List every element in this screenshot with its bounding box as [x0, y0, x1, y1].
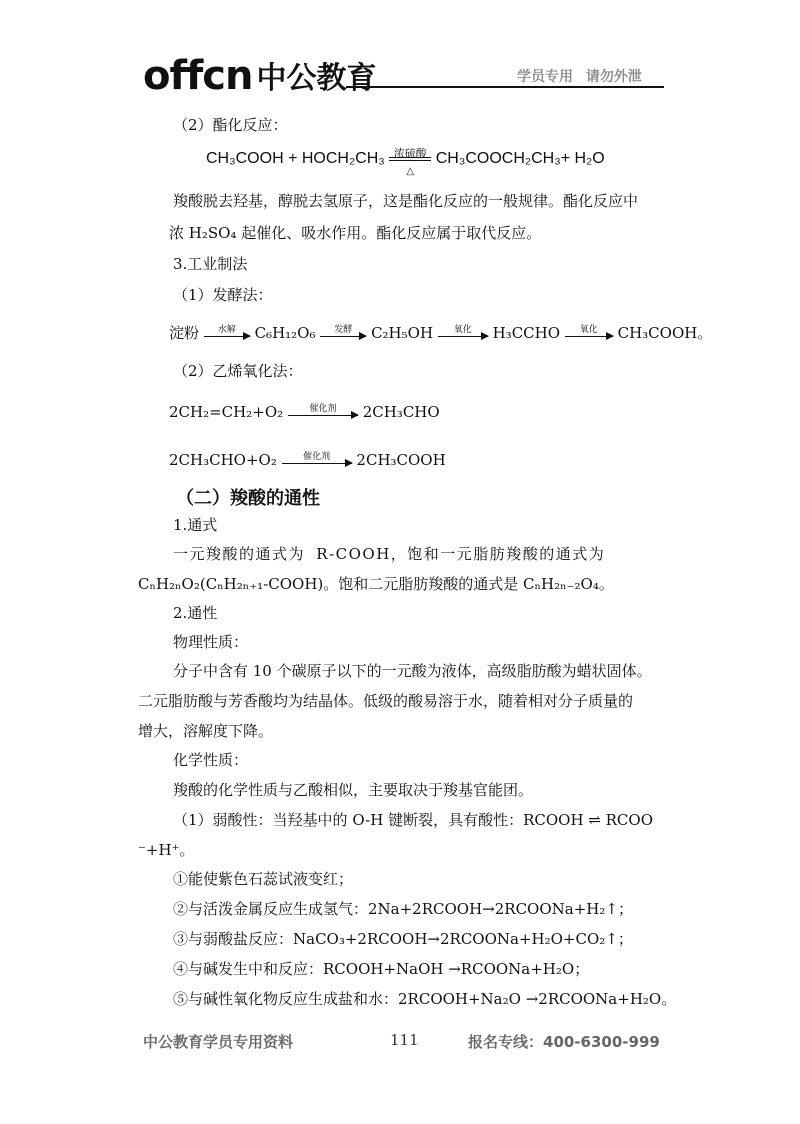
- paragraph-line: 浓 H₂SO₄ 起催化、吸水作用。酯化反应属于取代反应。: [169, 224, 542, 242]
- section-title: （二）羧酸的通性: [176, 488, 320, 509]
- list-item: ①能使紫色石蕊试液变红；: [173, 870, 354, 888]
- product: 2CH₃CHO: [362, 403, 440, 421]
- arrow-label: 发酵: [334, 324, 353, 335]
- route-arrow: [204, 324, 250, 337]
- eq1-arrow: [389, 147, 431, 177]
- subheading: （2）乙烯氧化法：: [173, 362, 303, 380]
- route-compound: CH₃COOH。: [617, 324, 713, 342]
- paragraph-line: 羧酸脱去羟基，醇脱去氢原子，这是酯化反应的一般规律。酯化反应中: [173, 192, 639, 210]
- route-arrow: [565, 324, 613, 337]
- eq1-left: CH₃COOH + HOCH₂CH₃: [206, 150, 385, 167]
- logo-cn: 中公教育: [256, 61, 377, 96]
- paragraph-line: （1）弱酸性：当羟基中的 O-H 键断裂，具有酸性：RCOOH ⇌ RCOO: [173, 811, 653, 829]
- paragraph-line: CₙH₂ₙO₂(CₙH₂ₙ₊₁-COOH)。饱和二元脂肪羧酸的通式是 CₙH₂ₙ₋₂O₄。: [138, 575, 614, 593]
- logo: [143, 40, 377, 99]
- paragraph-line: 二元脂肪酸与芳香酸均为结晶体。低级的酸易溶于水，随着相对分子质量的: [138, 692, 634, 710]
- catalyst-label: 催化剂: [303, 451, 331, 462]
- list-item: ⑤与碱性氧化物反应生成盐和水：2RCOOH+Na₂O →2RCOONa+H₂O。: [173, 990, 677, 1008]
- eq1-condition-top: 浓硫酸: [393, 147, 427, 160]
- subheading: （1）发酵法：: [173, 286, 273, 304]
- fermentation-route: [169, 322, 712, 344]
- header-rule: [346, 86, 664, 88]
- subheading: 化学性质：: [173, 751, 249, 769]
- route-arrow: [438, 324, 488, 337]
- list-item: ③与弱酸盐反应：NaCO₃+2RCOOH→2RCOONa+H₂O+CO₂↑；: [173, 930, 633, 948]
- paragraph-line: 一元羧酸的通式为 R-COOH，饱和一元脂肪羧酸的通式为: [173, 545, 606, 563]
- arrow-label: 氧化: [579, 324, 598, 335]
- eq1-condition-bottom: △: [406, 165, 415, 177]
- list-item: ②与活泼金属反应生成氢气：2Na+2RCOOH→2RCOONa+H₂↑；: [173, 900, 633, 918]
- arrow-label: 氧化: [453, 324, 472, 335]
- arrow-label: 水解: [217, 324, 236, 335]
- section-heading: 1.通式: [173, 516, 218, 534]
- route-compound: C₂H₅OH: [371, 324, 434, 342]
- route-arrow: [320, 324, 366, 337]
- reactants: 2CH₂=CH₂+O₂: [169, 403, 284, 421]
- paragraph-line: 增大，溶解度下降。: [138, 722, 274, 740]
- route-compound: H₃CCHO: [492, 324, 561, 342]
- footer-left: 中公教育学员专用资料: [143, 1033, 294, 1051]
- paragraph-line: ⁻+H⁺。: [138, 841, 195, 859]
- route-compound: C₆H₁₂O₆: [254, 324, 316, 342]
- catalyst-label: 催化剂: [309, 403, 337, 414]
- subheading: 物理性质：: [173, 633, 249, 651]
- header-notice: 学员专用 请勿外泄: [517, 69, 642, 85]
- page-number: 111: [390, 1031, 419, 1049]
- ethylene-oxidation-2: [169, 449, 446, 471]
- reaction-arrow: [282, 451, 352, 464]
- paragraph-line: 羧酸的化学性质与乙酸相似，主要取决于羧基官能团。: [173, 781, 534, 799]
- footer-hotline: 报名专线：400-6300-999: [468, 1033, 660, 1051]
- product: 2CH₃COOH: [356, 451, 446, 469]
- ethylene-oxidation-1: [169, 401, 440, 423]
- section-heading: 3.工业制法: [173, 255, 248, 273]
- route-start: 淀粉: [169, 324, 200, 342]
- reactants: 2CH₃CHO+O₂: [169, 451, 277, 469]
- reaction-arrow: [288, 403, 358, 416]
- logo-latin: offcn: [143, 53, 253, 99]
- section-heading: 2.通性: [173, 604, 218, 622]
- heading-esterification: （2）酯化反应：: [173, 116, 288, 134]
- list-item: ④与碱发生中和反应：RCOOH+NaOH →RCOONa+H₂O；: [173, 960, 590, 978]
- esterification-equation: [206, 147, 605, 177]
- eq1-right: CH₃COOCH₂CH₃+ H₂O: [435, 150, 605, 167]
- paragraph-line: 分子中含有 10 个碳原子以下的一元酸为液体，高级脂肪酸为蜡状固体。: [173, 662, 652, 680]
